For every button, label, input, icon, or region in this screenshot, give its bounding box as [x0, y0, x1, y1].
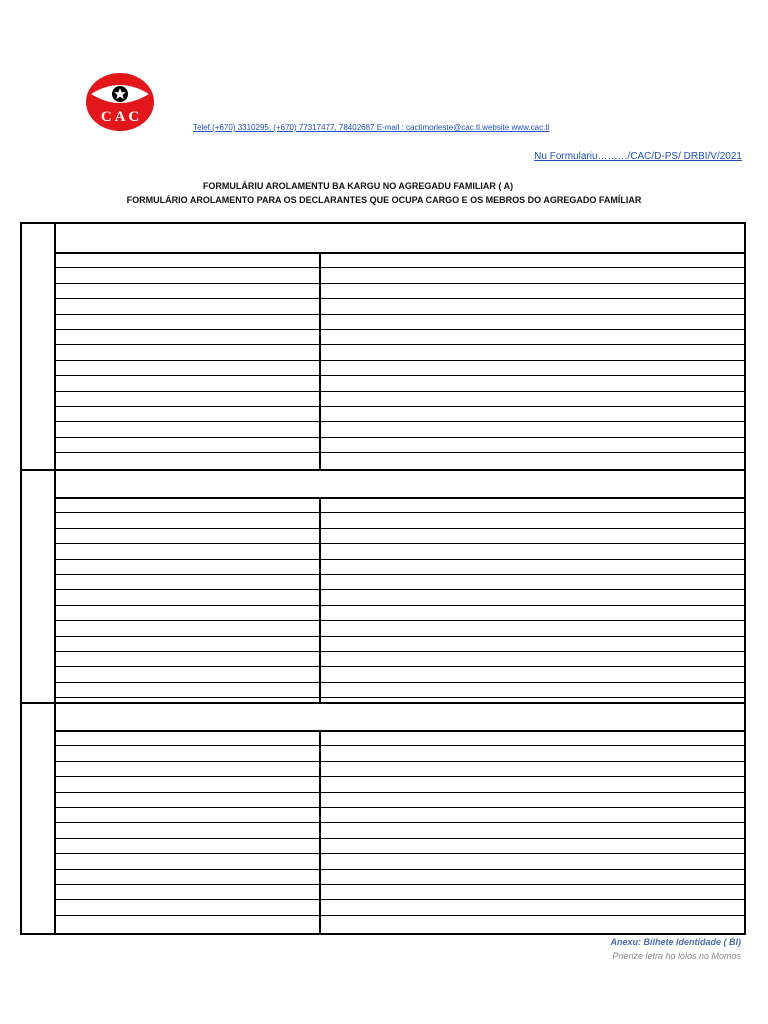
form-number: Nu Formulariu………/CAC/D-PS/ DRBI/V/2021 — [534, 151, 742, 162]
table-row-rule — [54, 869, 744, 870]
table-row-rule — [54, 267, 744, 268]
footer-note: Prienze letra ho lolos no Momos — [612, 951, 741, 961]
cac-logo-icon — [84, 72, 156, 132]
table-row-rule — [54, 745, 744, 746]
section-header-rule — [54, 252, 744, 254]
table-row-rule — [54, 375, 744, 376]
annex-note: Anexu: Bilhete Identidade ( BI) — [610, 937, 741, 947]
table-row-rule — [54, 853, 744, 854]
table-row-rule — [54, 807, 744, 808]
table-row-rule — [54, 620, 744, 621]
table-row-rule — [54, 512, 744, 513]
table-row-rule — [54, 298, 744, 299]
form-subtitle: FORMULÁRIO AROLAMENTO PARA OS DECLARANTES QUE OCUPA CARGO E OS MEBROS DO AGREGADO FAMÍLIAR — [126, 195, 642, 205]
table-row-rule — [54, 651, 744, 652]
form-table — [20, 222, 746, 935]
table-row-rule — [54, 697, 744, 698]
table-row-rule — [54, 421, 744, 422]
table-row-rule — [54, 838, 744, 839]
table-row-rule — [54, 574, 744, 575]
section-divider — [22, 702, 744, 704]
table-row-rule — [54, 884, 744, 885]
table-row-rule — [54, 452, 744, 453]
table-row-rule — [54, 314, 744, 315]
table-row-rule — [54, 528, 744, 529]
table-row-rule — [54, 792, 744, 793]
table-row-rule — [54, 761, 744, 762]
table-row-rule — [54, 682, 744, 683]
section-divider — [22, 469, 744, 471]
table-row-rule — [54, 915, 744, 916]
table-row-rule — [54, 605, 744, 606]
table-row-rule — [54, 344, 744, 345]
table-row-rule — [54, 559, 744, 560]
section-header-rule — [54, 497, 744, 499]
section-header-rule — [54, 730, 744, 732]
logo-letters: C A C — [100, 109, 140, 125]
table-row-rule — [54, 899, 744, 900]
contact-link[interactable]: Telef.(+670) 3310295, (+670) 77317477, 78402687 E-mail : cactimorleste@cac.tl.website www.cac.tl — [193, 123, 550, 132]
table-row-rule — [54, 636, 744, 637]
table-row-rule — [54, 406, 744, 407]
index-column-rule — [54, 224, 56, 933]
table-row-rule — [54, 391, 744, 392]
table-row-rule — [54, 589, 744, 590]
table-row-rule — [54, 822, 744, 823]
table-row-rule — [54, 329, 744, 330]
table-row-rule — [54, 360, 744, 361]
table-row-rule — [54, 666, 744, 667]
table-row-rule — [54, 543, 744, 544]
table-row-rule — [54, 437, 744, 438]
table-row-rule — [54, 776, 744, 777]
table-row-rule — [54, 283, 744, 284]
form-title: FORMULÁRIU AROLAMENTU BA KARGU NO AGREGADU FAMILIAR ( A) — [202, 181, 514, 191]
